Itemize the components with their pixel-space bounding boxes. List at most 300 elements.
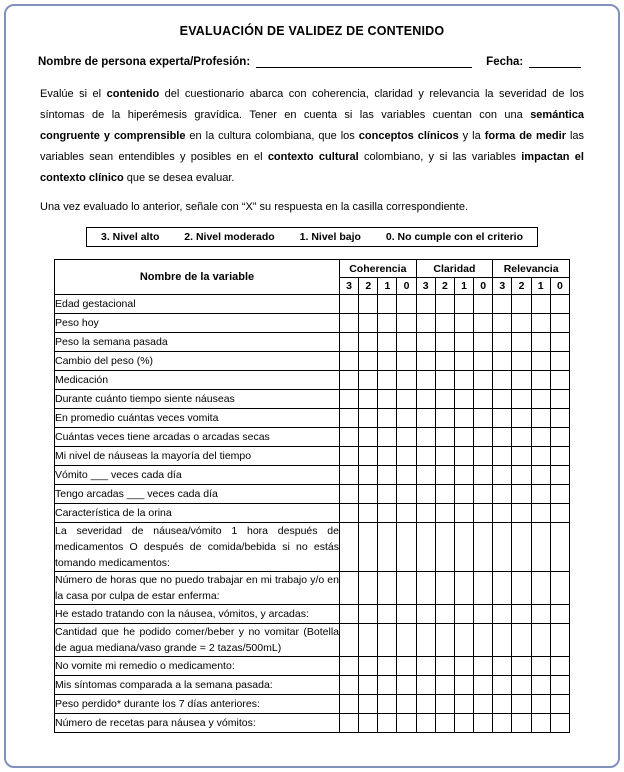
- score-cell[interactable]: [531, 466, 550, 485]
- score-cell[interactable]: [493, 428, 512, 447]
- score-cell[interactable]: [550, 295, 569, 314]
- variable-column-header: Nombre de la variable: [55, 260, 340, 295]
- score-cell[interactable]: [435, 352, 454, 371]
- score-cell[interactable]: [512, 428, 531, 447]
- score-cell[interactable]: [340, 485, 359, 504]
- score-cell[interactable]: [340, 295, 359, 314]
- score-cell[interactable]: [531, 428, 550, 447]
- table-row: [55, 485, 570, 504]
- intro-text-segment: colombiano, y si las variables: [358, 151, 522, 163]
- score-cell[interactable]: [378, 447, 397, 466]
- score-cell[interactable]: [512, 333, 531, 352]
- score-cell[interactable]: [474, 676, 493, 695]
- scale-header: 0: [550, 278, 569, 295]
- score-cell[interactable]: [493, 371, 512, 390]
- score-cell[interactable]: [531, 371, 550, 390]
- score-cell[interactable]: [531, 676, 550, 695]
- score-cell[interactable]: [512, 572, 531, 605]
- score-cell[interactable]: [493, 390, 512, 409]
- score-cell[interactable]: [512, 657, 531, 676]
- score-cell[interactable]: [397, 409, 416, 428]
- score-cell[interactable]: [340, 714, 359, 733]
- score-cell[interactable]: [493, 447, 512, 466]
- variable-label: En promedio cuántas veces vomita: [55, 409, 340, 428]
- score-cell[interactable]: [378, 695, 397, 714]
- score-cell[interactable]: [454, 390, 473, 409]
- score-cell[interactable]: [378, 295, 397, 314]
- score-cell[interactable]: [397, 624, 416, 657]
- score-cell[interactable]: [416, 466, 435, 485]
- variable-label: Mis síntomas comparada a la semana pasada:: [55, 676, 340, 695]
- score-cell[interactable]: [397, 485, 416, 504]
- score-cell[interactable]: [359, 409, 378, 428]
- score-cell[interactable]: [474, 371, 493, 390]
- score-cell[interactable]: [454, 352, 473, 371]
- score-cell[interactable]: [493, 605, 512, 624]
- table-row: [55, 523, 570, 572]
- date-blank[interactable]: [529, 54, 581, 68]
- score-cell[interactable]: [397, 676, 416, 695]
- score-cell[interactable]: [493, 523, 512, 572]
- score-cell[interactable]: [512, 605, 531, 624]
- variable-label: Peso la semana pasada: [55, 333, 340, 352]
- score-cell[interactable]: [550, 676, 569, 695]
- score-cell[interactable]: [474, 504, 493, 523]
- score-cell[interactable]: [550, 466, 569, 485]
- score-cell[interactable]: [340, 466, 359, 485]
- score-cell[interactable]: [454, 295, 473, 314]
- table-row: [55, 447, 570, 466]
- table-row: [55, 390, 570, 409]
- score-cell[interactable]: [340, 695, 359, 714]
- score-cell[interactable]: [378, 523, 397, 572]
- score-cell[interactable]: [435, 314, 454, 333]
- score-cell[interactable]: [340, 409, 359, 428]
- scale-header: 0: [474, 278, 493, 295]
- score-cell[interactable]: [340, 676, 359, 695]
- score-cell[interactable]: [359, 428, 378, 447]
- variable-label: La severidad de náusea/vómito 1 hora después de medicamentos O después de comida/bebida si no estás tomando medicamentos:: [55, 523, 340, 572]
- score-cell[interactable]: [531, 390, 550, 409]
- score-cell[interactable]: [493, 572, 512, 605]
- score-cell[interactable]: [416, 695, 435, 714]
- score-cell[interactable]: [435, 409, 454, 428]
- score-cell[interactable]: [416, 624, 435, 657]
- table-row: [55, 605, 570, 624]
- score-cell[interactable]: [550, 523, 569, 572]
- score-cell[interactable]: [359, 624, 378, 657]
- score-cell[interactable]: [378, 390, 397, 409]
- legend-item: 0. No cumple con el criterio: [385, 231, 523, 243]
- score-cell[interactable]: [531, 695, 550, 714]
- score-cell[interactable]: [359, 371, 378, 390]
- legend-item: 2. Nivel moderado: [184, 231, 275, 243]
- score-cell[interactable]: [454, 624, 473, 657]
- score-cell[interactable]: [340, 523, 359, 572]
- score-cell[interactable]: [378, 352, 397, 371]
- score-cell[interactable]: [474, 714, 493, 733]
- variable-label: Cantidad que he podido comer/beber y no vomitar (Botella de agua mediana/vaso grande = 2 tazas/500mL): [55, 624, 340, 657]
- score-cell[interactable]: [454, 504, 473, 523]
- score-cell[interactable]: [550, 605, 569, 624]
- score-cell[interactable]: [493, 485, 512, 504]
- score-cell[interactable]: [454, 314, 473, 333]
- score-cell[interactable]: [378, 605, 397, 624]
- score-cell[interactable]: [435, 504, 454, 523]
- score-cell[interactable]: [359, 572, 378, 605]
- score-cell[interactable]: [550, 485, 569, 504]
- score-cell[interactable]: [359, 504, 378, 523]
- score-cell[interactable]: [416, 333, 435, 352]
- score-cell[interactable]: [378, 409, 397, 428]
- score-cell[interactable]: [397, 447, 416, 466]
- score-cell[interactable]: [435, 714, 454, 733]
- score-cell[interactable]: [397, 466, 416, 485]
- score-cell[interactable]: [435, 485, 454, 504]
- score-cell[interactable]: [531, 352, 550, 371]
- legend-item: 3. Nivel alto: [101, 231, 160, 243]
- score-cell[interactable]: [397, 657, 416, 676]
- score-cell[interactable]: [454, 485, 473, 504]
- score-cell[interactable]: [416, 371, 435, 390]
- scale-header: 2: [435, 278, 454, 295]
- score-cell[interactable]: [416, 676, 435, 695]
- score-cell[interactable]: [512, 390, 531, 409]
- score-cell[interactable]: [378, 314, 397, 333]
- score-cell[interactable]: [454, 428, 473, 447]
- expert-name-row: [38, 54, 586, 68]
- score-cell[interactable]: [531, 714, 550, 733]
- variable-label: Peso hoy: [55, 314, 340, 333]
- score-cell[interactable]: [512, 409, 531, 428]
- score-cell[interactable]: [550, 409, 569, 428]
- score-cell[interactable]: [359, 314, 378, 333]
- table-row: [55, 624, 570, 657]
- score-cell[interactable]: [359, 605, 378, 624]
- score-cell[interactable]: [378, 714, 397, 733]
- score-cell[interactable]: [416, 409, 435, 428]
- score-cell[interactable]: [493, 695, 512, 714]
- score-cell[interactable]: [359, 657, 378, 676]
- score-cell[interactable]: [454, 466, 473, 485]
- score-cell[interactable]: [435, 333, 454, 352]
- score-cell[interactable]: [397, 714, 416, 733]
- score-cell[interactable]: [416, 485, 435, 504]
- score-cell[interactable]: [435, 295, 454, 314]
- score-cell[interactable]: [512, 624, 531, 657]
- table-row: [55, 695, 570, 714]
- expert-name-label: Nombre de persona experta/Profesión:: [38, 56, 251, 68]
- score-cell[interactable]: [474, 447, 493, 466]
- score-cell[interactable]: [397, 695, 416, 714]
- score-cell[interactable]: [550, 504, 569, 523]
- score-cell[interactable]: [550, 624, 569, 657]
- score-cell[interactable]: [359, 695, 378, 714]
- table-row: [55, 371, 570, 390]
- score-cell[interactable]: [378, 504, 397, 523]
- score-cell[interactable]: [340, 428, 359, 447]
- score-cell[interactable]: [416, 572, 435, 605]
- score-cell[interactable]: [512, 295, 531, 314]
- table-row: [55, 295, 570, 314]
- score-cell[interactable]: [531, 523, 550, 572]
- score-cell[interactable]: [359, 485, 378, 504]
- score-cell[interactable]: [416, 714, 435, 733]
- score-cell[interactable]: [474, 352, 493, 371]
- score-cell[interactable]: [454, 409, 473, 428]
- score-cell[interactable]: [474, 657, 493, 676]
- score-cell[interactable]: [512, 466, 531, 485]
- score-cell[interactable]: [378, 676, 397, 695]
- score-cell[interactable]: [550, 714, 569, 733]
- score-cell[interactable]: [454, 657, 473, 676]
- score-cell[interactable]: [340, 572, 359, 605]
- variable-label: Durante cuánto tiempo siente náuseas: [55, 390, 340, 409]
- score-cell[interactable]: [512, 447, 531, 466]
- score-cell[interactable]: [340, 447, 359, 466]
- score-cell[interactable]: [550, 371, 569, 390]
- score-cell[interactable]: [435, 657, 454, 676]
- score-cell[interactable]: [340, 333, 359, 352]
- score-cell[interactable]: [550, 390, 569, 409]
- score-cell[interactable]: [340, 657, 359, 676]
- score-cell[interactable]: [531, 504, 550, 523]
- score-cell[interactable]: [474, 409, 493, 428]
- score-cell[interactable]: [454, 695, 473, 714]
- score-cell[interactable]: [474, 624, 493, 657]
- score-cell[interactable]: [531, 447, 550, 466]
- score-cell[interactable]: [397, 428, 416, 447]
- variable-label: Mi nivel de náuseas la mayoría del tiempo: [55, 447, 340, 466]
- score-cell[interactable]: [435, 695, 454, 714]
- score-cell[interactable]: [359, 714, 378, 733]
- score-cell[interactable]: [474, 314, 493, 333]
- score-cell[interactable]: [397, 504, 416, 523]
- scale-header: 3: [416, 278, 435, 295]
- score-cell[interactable]: [474, 605, 493, 624]
- score-cell[interactable]: [378, 657, 397, 676]
- score-cell[interactable]: [550, 333, 569, 352]
- score-cell[interactable]: [493, 314, 512, 333]
- score-cell[interactable]: [416, 352, 435, 371]
- score-cell[interactable]: [493, 676, 512, 695]
- score-cell[interactable]: [397, 572, 416, 605]
- score-cell[interactable]: [416, 428, 435, 447]
- score-cell[interactable]: [416, 390, 435, 409]
- score-cell[interactable]: [550, 314, 569, 333]
- score-cell[interactable]: [493, 333, 512, 352]
- score-cell[interactable]: [397, 605, 416, 624]
- score-cell[interactable]: [550, 428, 569, 447]
- score-cell[interactable]: [397, 314, 416, 333]
- table-row: [55, 333, 570, 352]
- score-cell[interactable]: [493, 409, 512, 428]
- score-cell[interactable]: [550, 657, 569, 676]
- score-cell[interactable]: [397, 295, 416, 314]
- score-cell[interactable]: [435, 676, 454, 695]
- scale-header: 1: [531, 278, 550, 295]
- score-cell[interactable]: [474, 523, 493, 572]
- score-cell[interactable]: [474, 390, 493, 409]
- intro-bold-segment: contexto cultural: [267, 151, 359, 163]
- scale-header: 2: [512, 278, 531, 295]
- column-group-header: Claridad: [416, 260, 493, 278]
- score-cell[interactable]: [378, 485, 397, 504]
- score-cell[interactable]: [454, 447, 473, 466]
- score-cell[interactable]: [531, 657, 550, 676]
- intro-bold-segment: conceptos clínicos: [358, 130, 459, 142]
- score-cell[interactable]: [512, 676, 531, 695]
- score-cell[interactable]: [435, 447, 454, 466]
- score-cell[interactable]: [493, 714, 512, 733]
- score-cell[interactable]: [397, 371, 416, 390]
- score-cell[interactable]: [359, 352, 378, 371]
- score-cell[interactable]: [493, 352, 512, 371]
- intro-paragraph: [40, 84, 584, 189]
- score-cell[interactable]: [340, 624, 359, 657]
- score-cell[interactable]: [397, 390, 416, 409]
- table-body: [55, 295, 570, 733]
- score-cell[interactable]: [378, 572, 397, 605]
- score-cell[interactable]: [454, 605, 473, 624]
- score-cell[interactable]: [378, 371, 397, 390]
- score-cell[interactable]: [474, 295, 493, 314]
- score-cell[interactable]: [416, 504, 435, 523]
- score-cell[interactable]: [454, 523, 473, 572]
- score-cell[interactable]: [493, 466, 512, 485]
- scale-header: 1: [378, 278, 397, 295]
- score-cell[interactable]: [378, 428, 397, 447]
- score-cell[interactable]: [435, 523, 454, 572]
- intro-text-segment: las variables sean entendibles y posibles en el: [40, 130, 585, 163]
- score-cell[interactable]: [454, 371, 473, 390]
- variable-label: Característica de la orina: [55, 504, 340, 523]
- score-cell[interactable]: [378, 624, 397, 657]
- score-cell[interactable]: [340, 314, 359, 333]
- score-cell[interactable]: [474, 428, 493, 447]
- score-cell[interactable]: [340, 605, 359, 624]
- score-cell[interactable]: [474, 695, 493, 714]
- score-cell[interactable]: [416, 523, 435, 572]
- score-cell[interactable]: [435, 390, 454, 409]
- intro-text-segment: y la: [458, 130, 485, 142]
- score-cell[interactable]: [531, 409, 550, 428]
- score-cell[interactable]: [531, 295, 550, 314]
- score-cell[interactable]: [474, 485, 493, 504]
- score-cell[interactable]: [512, 314, 531, 333]
- score-cell[interactable]: [531, 485, 550, 504]
- variable-label: Vómito ___ veces cada día: [55, 466, 340, 485]
- score-cell[interactable]: [378, 466, 397, 485]
- score-cell[interactable]: [474, 572, 493, 605]
- score-cell[interactable]: [397, 523, 416, 572]
- intro-text-segment: del cuestionario abarca con coherencia, claridad y relevancia la severidad de los síntomas de la hiperémesis gravídica. Tener en cuenta si las variables cuentan con una: [40, 88, 584, 121]
- scale-header: 1: [454, 278, 473, 295]
- score-cell[interactable]: [435, 624, 454, 657]
- score-cell[interactable]: [359, 390, 378, 409]
- score-cell[interactable]: [531, 624, 550, 657]
- score-cell[interactable]: [359, 295, 378, 314]
- score-cell[interactable]: [340, 504, 359, 523]
- score-cell[interactable]: [531, 605, 550, 624]
- score-cell[interactable]: [416, 605, 435, 624]
- score-cell[interactable]: [512, 695, 531, 714]
- table-row: [55, 409, 570, 428]
- score-cell[interactable]: [531, 314, 550, 333]
- score-cell[interactable]: [493, 657, 512, 676]
- score-cell[interactable]: [359, 466, 378, 485]
- score-cell[interactable]: [416, 447, 435, 466]
- score-cell[interactable]: [512, 352, 531, 371]
- table-row: [55, 314, 570, 333]
- column-group-header: Relevancia: [493, 260, 570, 278]
- score-cell[interactable]: [340, 352, 359, 371]
- score-cell[interactable]: [550, 695, 569, 714]
- score-cell[interactable]: [435, 605, 454, 624]
- score-cell[interactable]: [359, 447, 378, 466]
- score-cell[interactable]: [416, 657, 435, 676]
- score-cell[interactable]: [474, 466, 493, 485]
- score-cell[interactable]: [474, 333, 493, 352]
- variable-label: No vomite mi remedio o medicamento:: [55, 657, 340, 676]
- score-cell[interactable]: [454, 676, 473, 695]
- score-cell[interactable]: [340, 371, 359, 390]
- score-cell[interactable]: [512, 485, 531, 504]
- table-header-groups: [55, 260, 570, 278]
- score-cell[interactable]: [397, 352, 416, 371]
- score-cell[interactable]: [397, 333, 416, 352]
- expert-name-blank[interactable]: [256, 54, 472, 68]
- score-cell[interactable]: [378, 333, 397, 352]
- score-cell[interactable]: [550, 352, 569, 371]
- intro-text-segment: que se desea evaluar.: [123, 172, 235, 184]
- intro-bold-segment: forma de medir: [484, 130, 566, 142]
- score-cell[interactable]: [493, 504, 512, 523]
- table-row: [55, 572, 570, 605]
- score-cell[interactable]: [359, 676, 378, 695]
- score-cell[interactable]: [493, 295, 512, 314]
- score-cell[interactable]: [416, 295, 435, 314]
- variable-label: Número de recetas para náusea y vómitos:: [55, 714, 340, 733]
- score-cell[interactable]: [435, 371, 454, 390]
- score-cell[interactable]: [359, 523, 378, 572]
- score-cell[interactable]: [512, 504, 531, 523]
- score-cell[interactable]: [512, 714, 531, 733]
- score-cell[interactable]: [416, 314, 435, 333]
- score-cell[interactable]: [512, 523, 531, 572]
- score-cell[interactable]: [454, 714, 473, 733]
- scale-header: 0: [397, 278, 416, 295]
- score-cell[interactable]: [550, 447, 569, 466]
- score-cell[interactable]: [493, 624, 512, 657]
- intro-text-segment: en la cultura colombiana, que los: [185, 130, 359, 142]
- score-cell[interactable]: [359, 333, 378, 352]
- score-cell[interactable]: [454, 572, 473, 605]
- table-row: [55, 428, 570, 447]
- score-cell[interactable]: [531, 333, 550, 352]
- table-row: [55, 714, 570, 733]
- score-cell[interactable]: [435, 428, 454, 447]
- score-cell[interactable]: [435, 572, 454, 605]
- score-cell[interactable]: [454, 333, 473, 352]
- score-cell[interactable]: [435, 466, 454, 485]
- intro-text-segment: Evalúe si el: [40, 88, 107, 100]
- score-cell[interactable]: [550, 572, 569, 605]
- score-cell[interactable]: [512, 371, 531, 390]
- variable-label: Edad gestacional: [55, 295, 340, 314]
- score-cell[interactable]: [531, 572, 550, 605]
- score-cell[interactable]: [340, 390, 359, 409]
